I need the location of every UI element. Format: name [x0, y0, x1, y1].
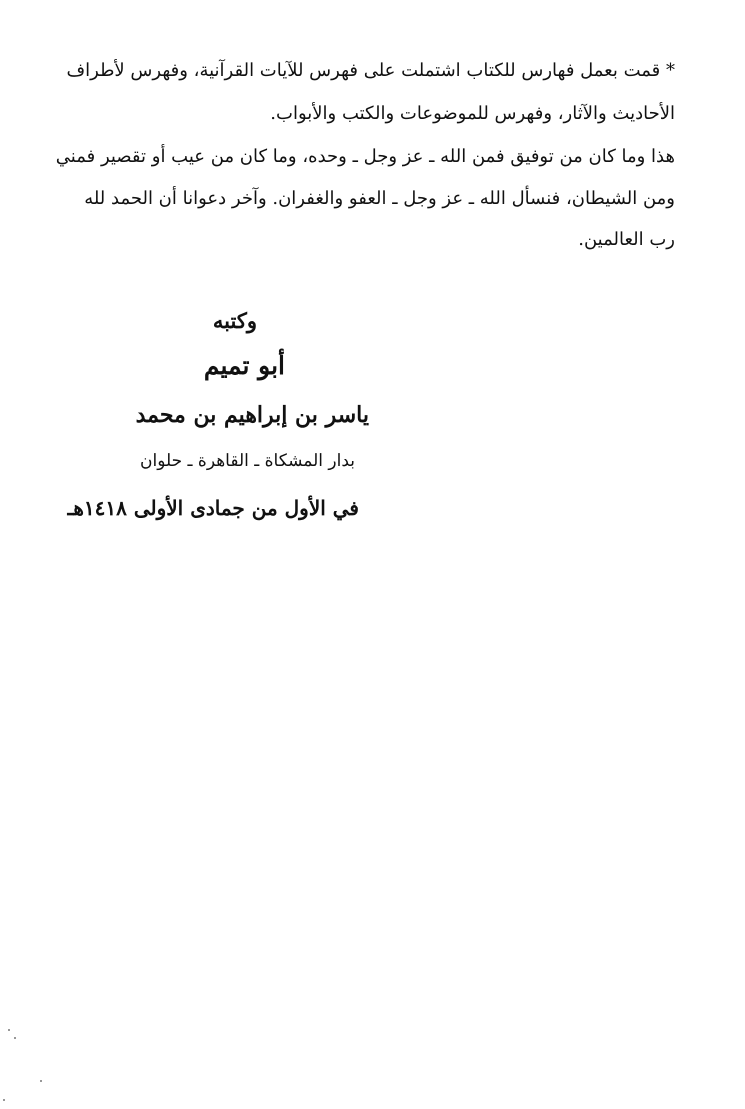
paragraph-line: هذا وما كان من توفيق فمن الله ـ عز وجل ـ وحده، وما كان من عيب أو تقصير فمني: [55, 146, 675, 167]
paragraph-line: الأحاديث والآثار، وفهرس للموضوعات والكتب والأبواب.: [270, 103, 675, 124]
scan-speck: [14, 1037, 16, 1039]
author-kunya: أبو تميم: [203, 351, 285, 380]
paragraph-line: * قمت بعمل فهارس للكتاب اشتملت على فهرس للآيات القرآنية، وفهرس لأطراف: [66, 60, 675, 81]
paragraph-line: ومن الشيطان، فنسأل الله ـ عز وجل ـ العفو والغفران. وآخر دعوانا أن الحمد لله: [84, 188, 675, 209]
scan-speck: [40, 1080, 42, 1082]
author-name: ياسر بن إبراهيم بن محمد: [135, 402, 369, 428]
scan-speck: [3, 1099, 5, 1101]
signature-date: في الأول من جمادى الأولى ١٤١٨هـ: [67, 496, 359, 520]
scan-speck: [8, 1029, 10, 1031]
paragraph-line: رب العالمين.: [578, 229, 675, 250]
author-location: بدار المشكاة ـ القاهرة ـ حلوان: [140, 451, 355, 471]
signature-heading: وكتبه: [212, 308, 257, 333]
